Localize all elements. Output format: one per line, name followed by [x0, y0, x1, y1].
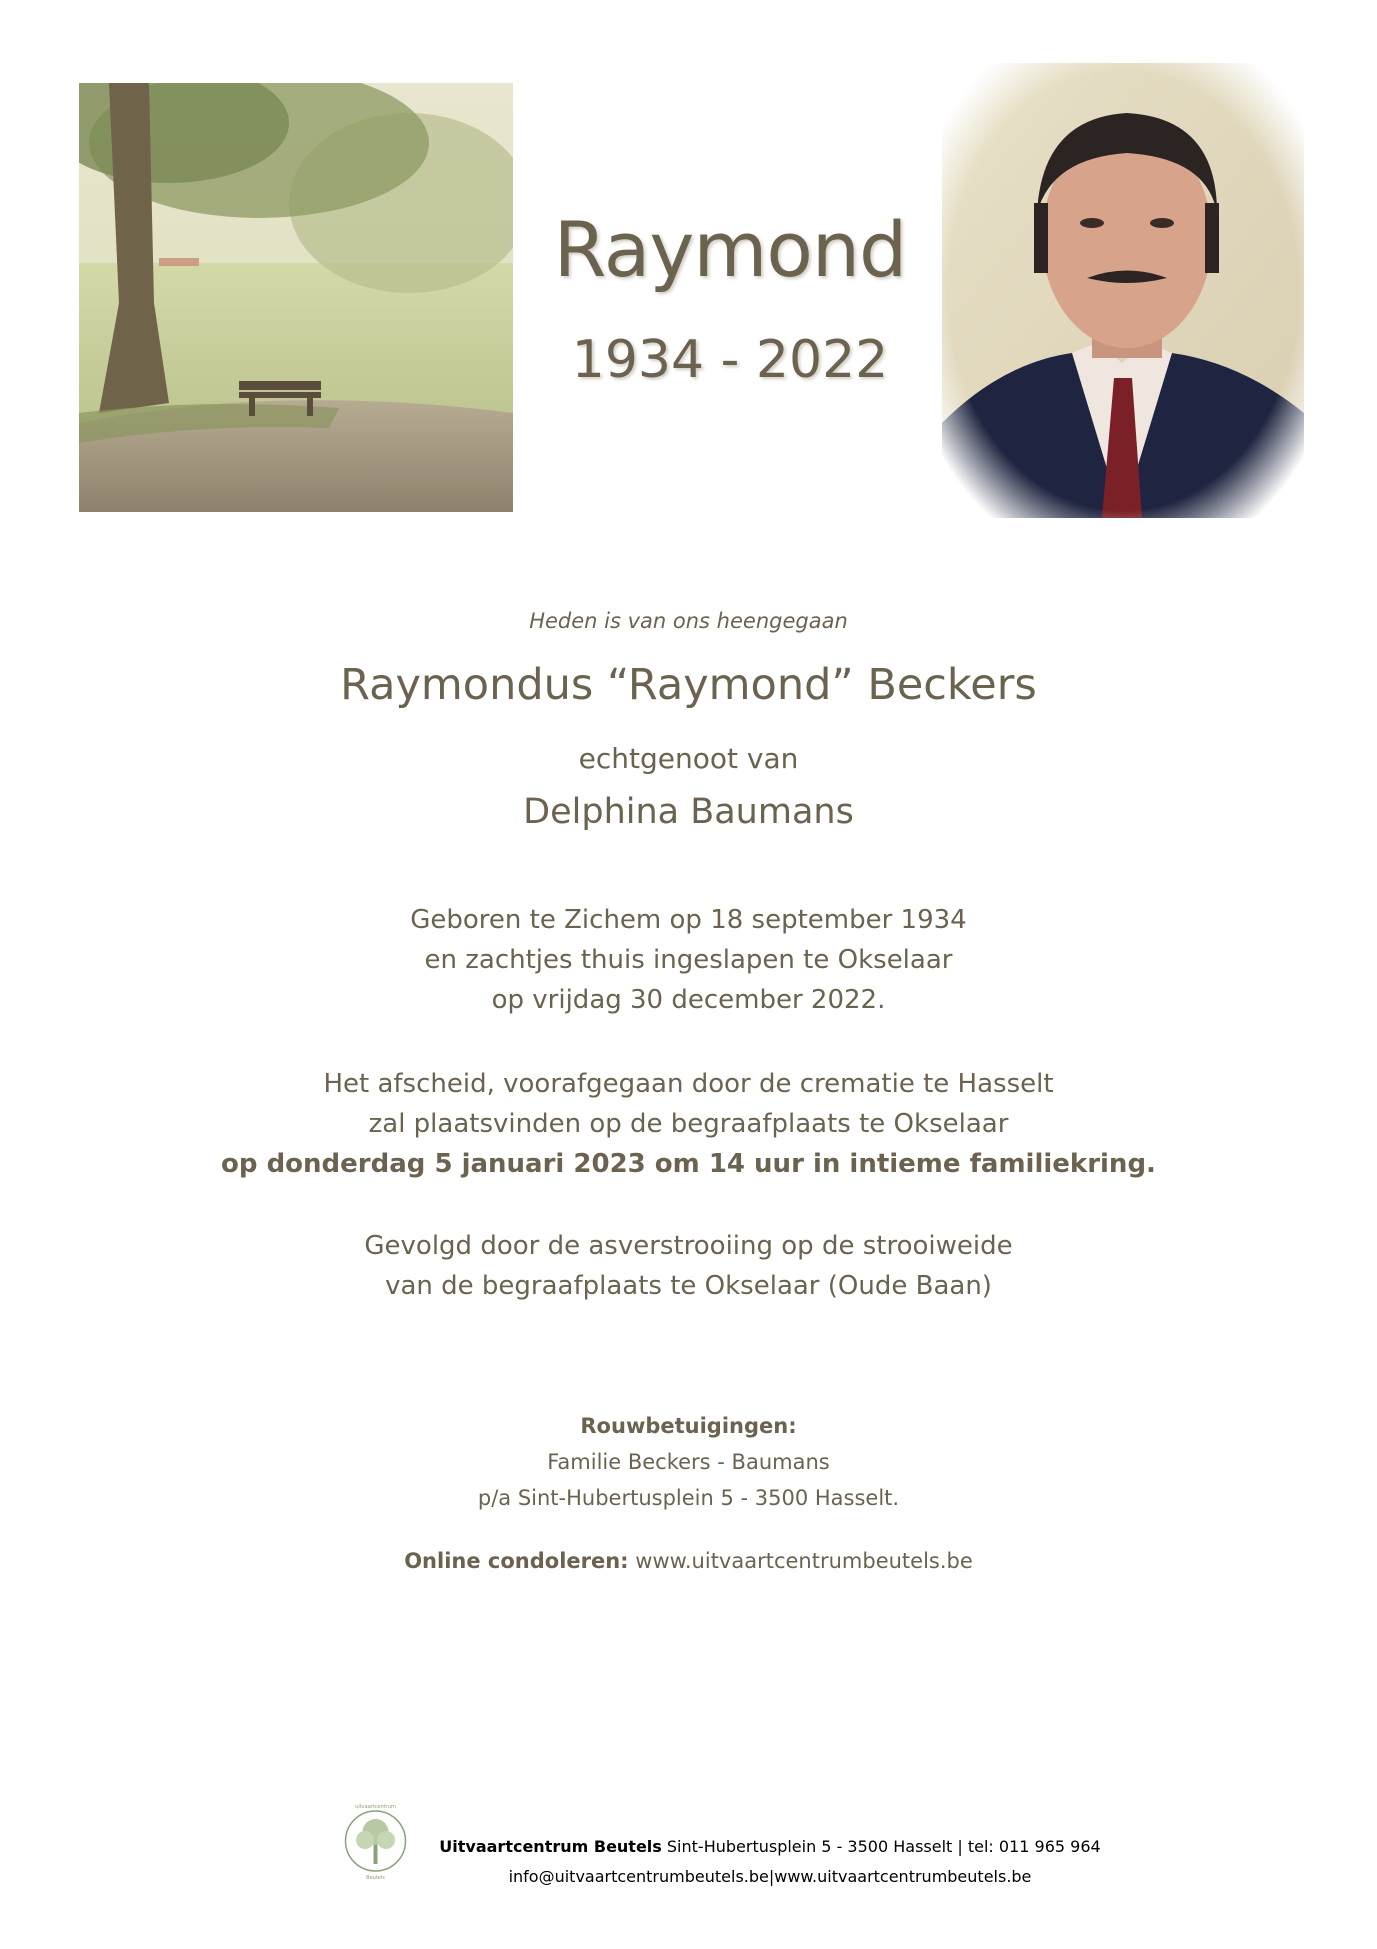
deceased-full-name: Raymondus “Raymond” Beckers: [340, 660, 1037, 710]
footer-contact: [420, 1832, 1120, 1892]
life-years: 1934 - 2022: [571, 330, 889, 390]
birth-death-paragraph: [0, 900, 1377, 1020]
passing-date-line: op vrijdag 30 december 2022.: [491, 985, 886, 1015]
footer-address: Sint-Hubertusplein 5 - 3500 Hasselt | tel: 011 965 964: [661, 1837, 1101, 1856]
scattering-paragraph: [0, 1226, 1377, 1306]
online-condolence-line: [0, 1549, 1377, 1573]
scattering-line-2: van de begraafplaats te Okselaar (Oude Baan): [385, 1271, 992, 1301]
spouse-label: echtgenoot van: [578, 742, 799, 775]
online-condolence-label: Online condoleren:: [404, 1549, 629, 1573]
ceremony-paragraph: [0, 1064, 1377, 1184]
condolences-address: p/a Sint-Hubertusplein 5 - 3500 Hasselt.: [477, 1486, 900, 1510]
landscape-bench-image: [79, 83, 513, 512]
condolences-block: [0, 1408, 1377, 1516]
passing-line: en zachtjes thuis ingeslapen te Okselaar: [424, 945, 953, 975]
scattering-line-1: Gevolgd door de asverstrooiing op de strooiweide: [364, 1231, 1013, 1261]
footer-contact-line[interactable]: info@uitvaartcentrumbeutels.be|www.uitvaartcentrumbeutels.be: [508, 1867, 1032, 1886]
intro-text: Heden is van ons heengegaan: [529, 609, 848, 633]
logo-bottom-text: Beutels: [366, 1875, 385, 1881]
condolences-family: Familie Beckers - Baumans: [547, 1450, 830, 1474]
footer-line-1: [420, 1832, 1120, 1862]
ceremony-line-2: zal plaatsvinden op de begraafplaats te Okselaar: [368, 1109, 1009, 1139]
condolences-heading: Rouwbetuigingen:: [580, 1414, 797, 1438]
portrait-photo: [942, 63, 1304, 518]
spouse-name: Delphina Baumans: [523, 792, 854, 832]
ceremony-line-1: Het afscheid, voorafgegaan door de crematie te Hasselt: [323, 1069, 1054, 1099]
footer-company-name: Uitvaartcentrum Beutels: [439, 1837, 662, 1856]
deceased-first-name: Raymond: [553, 205, 907, 294]
ceremony-date-line: op donderdag 5 januari 2023 om 14 uur in intieme familiekring.: [221, 1149, 1156, 1179]
logo-top-text: uitvaartcentrum: [355, 1804, 396, 1810]
birth-line: Geboren te Zichem op 18 september 1934: [410, 905, 967, 935]
funeral-home-logo: [343, 1800, 408, 1882]
online-condolence-link[interactable]: www.uitvaartcentrumbeutels.be: [635, 1549, 973, 1573]
